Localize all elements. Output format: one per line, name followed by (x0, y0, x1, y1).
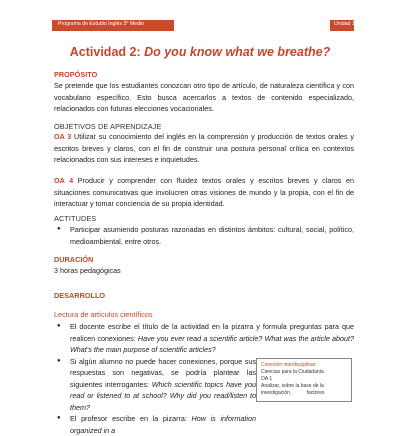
desarrollo-subheading: Lectura de artículos científicos (54, 310, 153, 319)
sidebox-line-2: OA 1 (261, 376, 273, 382)
desarrollo-item-2 (54, 356, 256, 414)
activity-title (0, 45, 400, 59)
actitudes-heading: ACTITUDES (54, 214, 97, 223)
actitudes-item: ● Participar asumiendo posturas razonadas en distintos ámbitos: cultural, social, político, medioambiental, entre otros. (54, 224, 354, 247)
b3-italic: How is information organized in a (70, 414, 257, 435)
proposito-heading: PROPÓSITO (54, 70, 98, 79)
oa4-code: OA 4 (54, 176, 74, 185)
activity-title-italic: Do you know what we breathe? (144, 45, 331, 59)
b2-italic: Which scientific topics have you read or listened to at school? Why did you read/listen to them? (70, 379, 256, 412)
oa3-code: OA 3 (54, 132, 72, 141)
oa4-paragraph (54, 175, 354, 210)
b3-text: El profesor escribe en la pizarra: (70, 414, 192, 423)
unit-label: Unidad 1 (334, 21, 355, 27)
duracion-heading: DURACIÓN (54, 255, 94, 264)
sidebox-line-1: Ciencias para la Ciudadanía (261, 369, 324, 375)
sidebox-title: Conexión interdisciplinar: (261, 362, 317, 368)
activity-title-prefix: Actividad 2: (69, 45, 145, 59)
interdisciplinary-box (256, 358, 352, 402)
oa3-text: Utilizar su conocimiento del inglés en la comprensión y producción de textos orales y escritos breves y claros, con el fin de construir una postura personal crítica en contextos relacionados con sus intereses e inquietudes. (54, 132, 354, 164)
desarrollo-heading: DESARROLLO (54, 291, 106, 300)
oa4-text: Producir y comprender con fluidez textos orales y escritos breves y claros en situaciones comunicativas que involucren otras visiones de mundo y la propia, con el fin de interactuar y tomar conciencia de su propia identidad. (54, 176, 354, 208)
sidebox-line-4: investigación, factores (261, 390, 325, 396)
header-bar (0, 20, 400, 31)
unit-tab (330, 20, 354, 31)
b1-italic: Have you ever read a scientific article? What was the article about? What’s the main purpose of scientific articles? (70, 333, 354, 354)
b2-text: Si algún alumno no puede hacer conexiones, porque sus respuestas son negativas, se podría plantear las siguientes interrogantes: (70, 356, 256, 389)
b1-text: El docente escribe el título de la actividad en la pizarra y formula preguntas para que realicen conexiones: (70, 322, 354, 343)
actitudes-list (54, 224, 354, 247)
sidebox-line-3: Analizar, sobre la base de la (261, 383, 324, 389)
duracion-text: 3 horas pedagógicas (54, 266, 121, 275)
desarrollo-item-3 (54, 413, 256, 436)
oa3-paragraph (54, 131, 354, 166)
program-label: Programa de Estudio Inglés 3° Medio (58, 21, 144, 27)
objetivos-heading: OBJETIVOS DE APRENDIZAJE (54, 122, 162, 131)
proposito-text: Se pretende que los estudiantes conozcan otro tipo de artículo, de naturaleza científica y con vocabulario específico. Esto busca acercarlos a textos de contenido especializado, relacionados con futuras elecciones vocacionales. (54, 81, 354, 113)
desarrollo-item-1 (54, 321, 354, 356)
program-tab (52, 20, 174, 31)
